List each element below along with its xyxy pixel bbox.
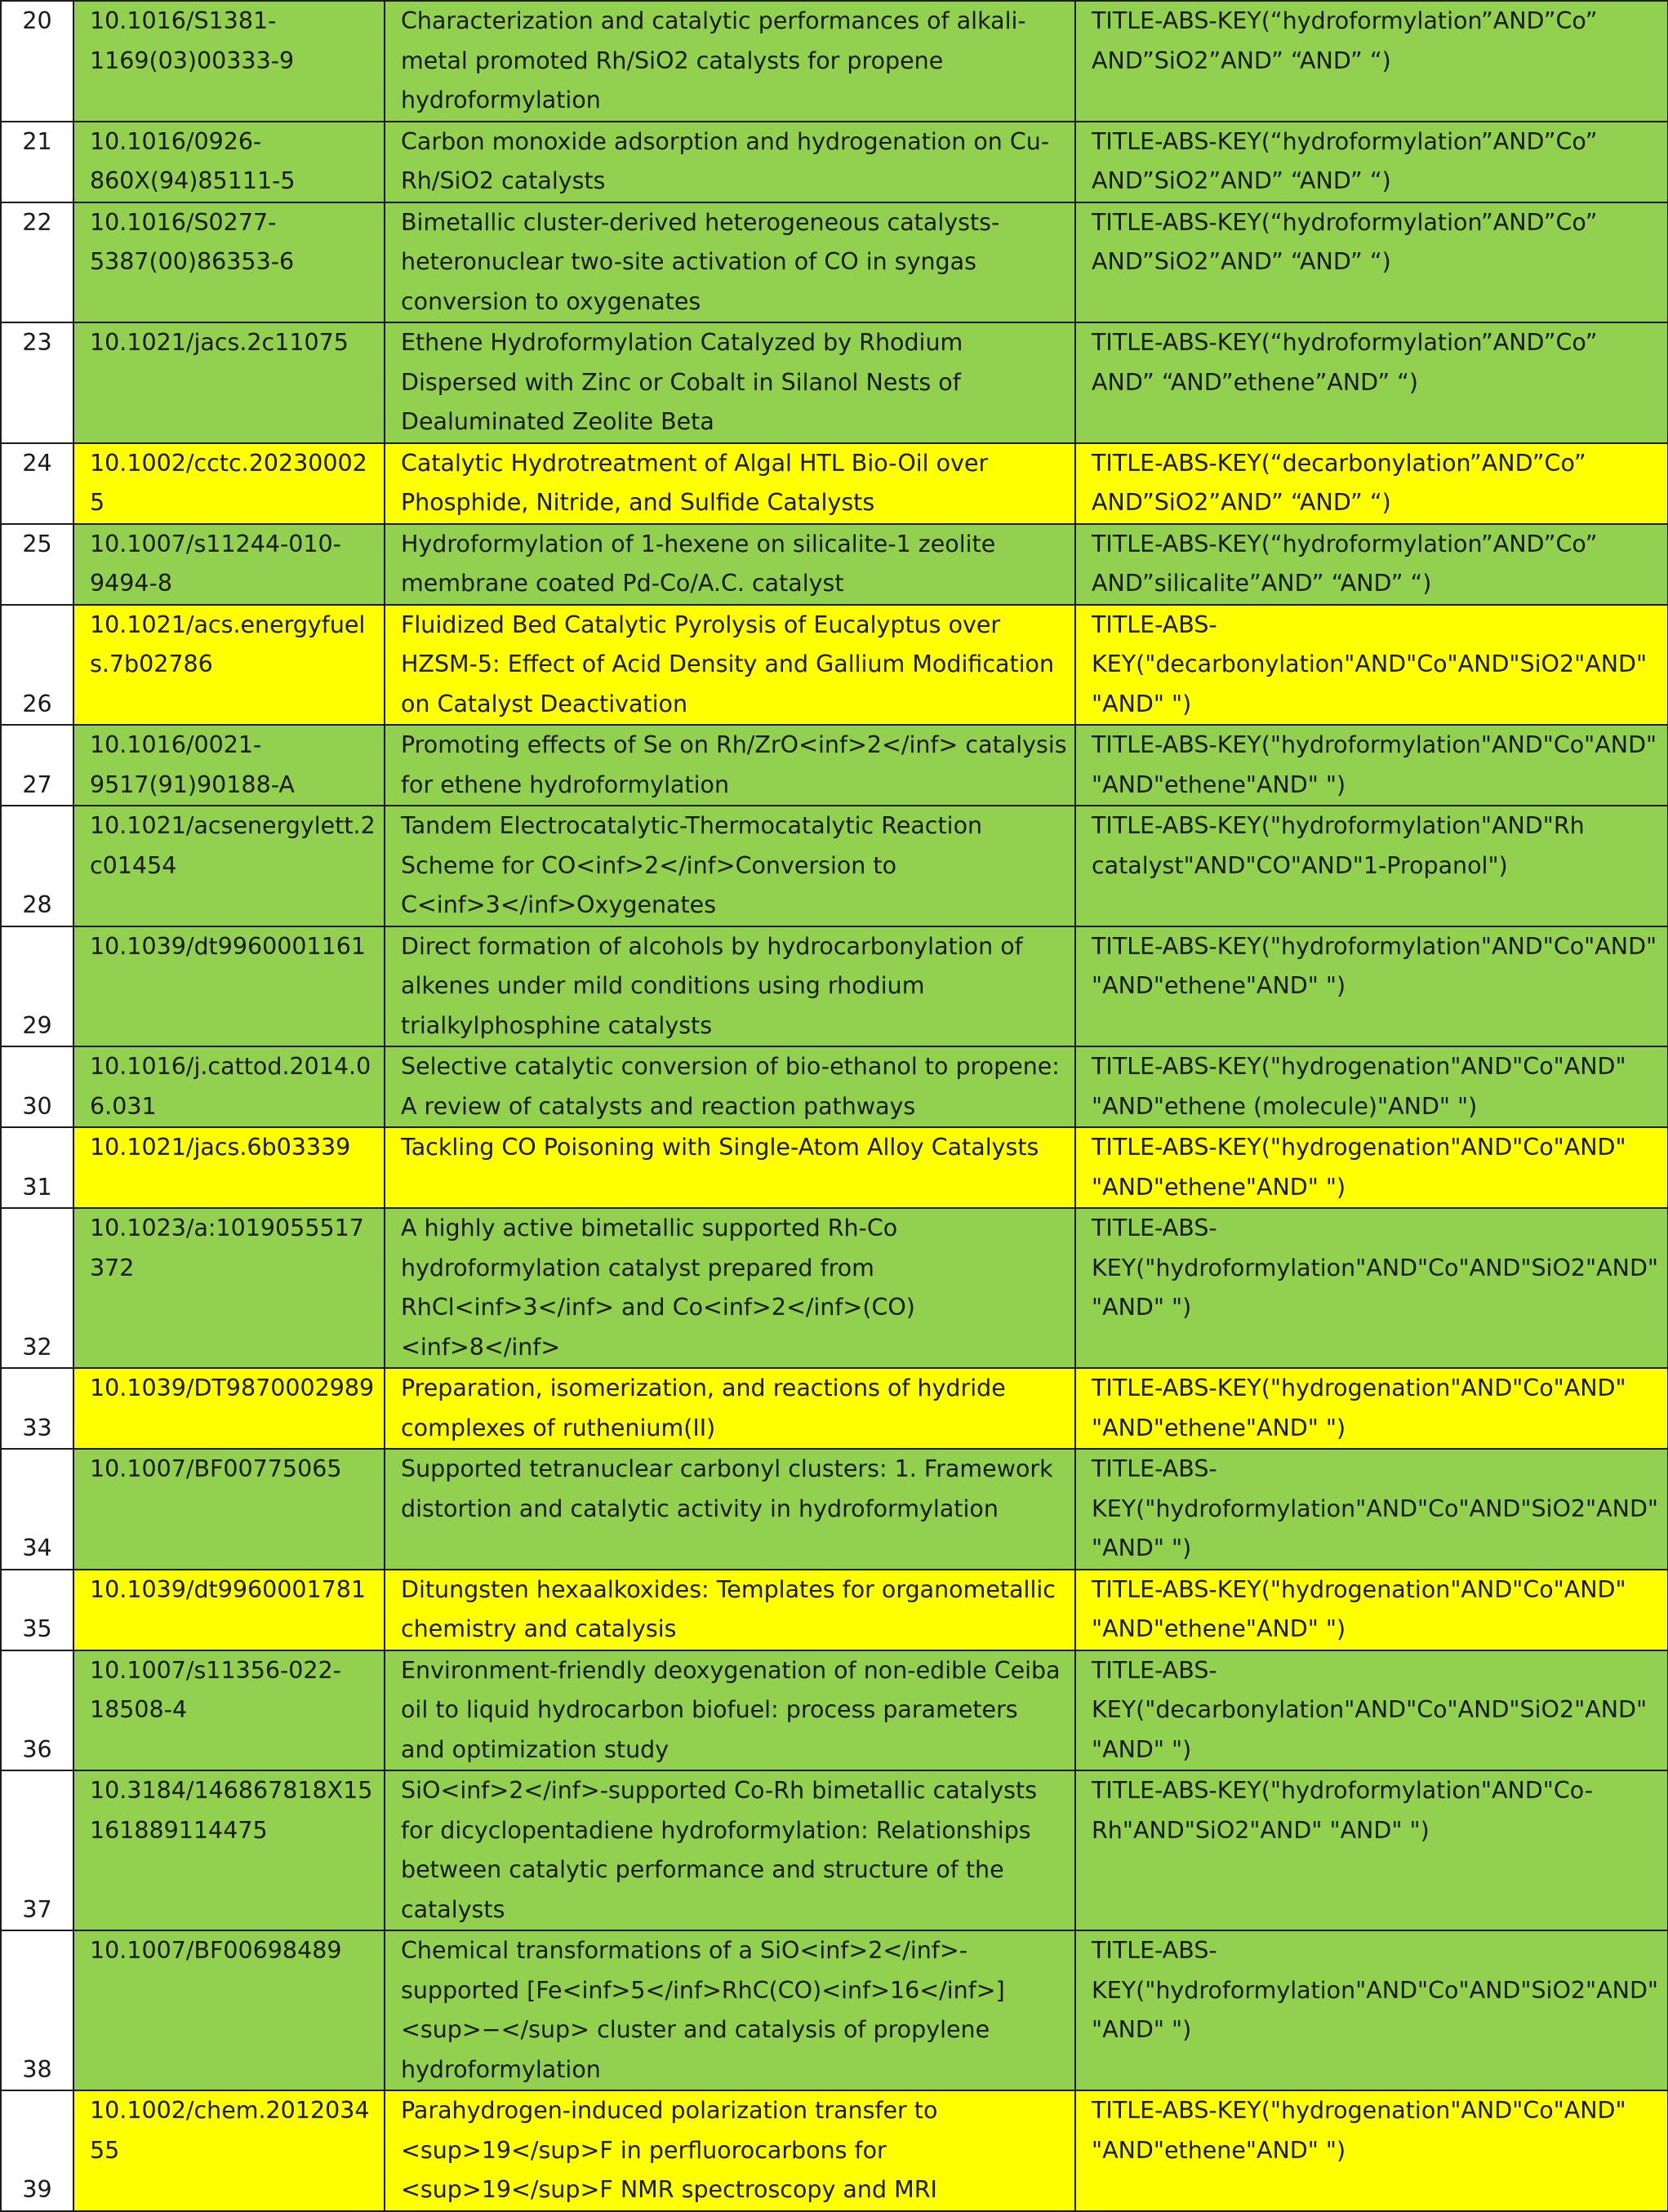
- title-cell: Preparation, isomerization, and reactions of hydride complexes of ruthenium(II): [385, 1368, 1075, 1449]
- query-cell: TITLE-ABS-KEY(“hydroformylation”AND”Co” AND”SiO2”AND” “AND” “): [1075, 1, 1668, 122]
- query-cell: TITLE-ABS-KEY(“hydroformylation”AND”Co” AND”silicalite”AND” “AND” “): [1075, 524, 1668, 605]
- row-number: 36: [1, 1650, 73, 1771]
- title-cell: Environment-friendly deoxygenation of non-edible Ceiba oil to liquid hydrocarbon biofuel: process parameters and optimization study: [385, 1650, 1075, 1771]
- title-cell: Characterization and catalytic performances of alkali-metal promoted Rh/SiO2 catalysts for propene hydroformylation: [385, 1, 1075, 122]
- title-cell: Carbon monoxide adsorption and hydrogenation on Cu-Rh/SiO2 catalysts: [385, 122, 1075, 202]
- row-number: 22: [1, 202, 73, 323]
- doi-cell: 10.1039/DT9870002989: [73, 1368, 385, 1449]
- query-cell: TITLE-ABS-KEY(“hydroformylation”AND”Co” AND” “AND”ethene”AND” “): [1075, 322, 1668, 443]
- doi-cell: 10.1016/j.cattod.2014.06.031: [73, 1046, 385, 1127]
- title-cell: Selective catalytic conversion of bio-ethanol to propene: A review of catalysts and reaction pathways: [385, 1046, 1075, 1127]
- doi-cell: 10.1002/cctc.202300025: [73, 443, 385, 524]
- table-row: [1, 122, 1668, 202]
- doi-cell: 10.1021/acsenergylett.2c01454: [73, 806, 385, 926]
- title-cell: Ethene Hydroformylation Catalyzed by Rhodium Dispersed with Zinc or Cobalt in Silanol Nests of Dealuminated Zeolite Beta: [385, 322, 1075, 443]
- title-cell: Bimetallic cluster-derived heterogeneous catalysts-heteronuclear two-site activation of CO in syngas conversion to oxygenates: [385, 202, 1075, 323]
- table-row: [1, 322, 1668, 443]
- query-cell: TITLE-ABS-KEY("hydroformylation"AND"Co"AND"SiO2"AND" "AND" "): [1075, 1449, 1668, 1570]
- query-cell: TITLE-ABS-KEY("hydroformylation"AND"Rh catalyst"AND"CO"AND"1-Propanol"): [1075, 806, 1668, 926]
- doi-cell: 10.1021/jacs.2c11075: [73, 322, 385, 443]
- doi-cell: 10.1016/0021-9517(91)90188-A: [73, 725, 385, 806]
- table-row: [1, 1770, 1668, 1930]
- title-cell: Fluidized Bed Catalytic Pyrolysis of Eucalyptus over HZSM-5: Effect of Acid Density and Gallium Modification on Catalyst Deactivation: [385, 605, 1075, 726]
- doi-cell: 10.1021/acs.energyfuels.7b02786: [73, 605, 385, 726]
- query-cell: TITLE-ABS-KEY("hydroformylation"AND"Co"AND"SiO2"AND" "AND" "): [1075, 1930, 1668, 2090]
- table-row: [1, 605, 1668, 726]
- row-number: 23: [1, 322, 73, 443]
- title-cell: Parahydrogen-induced polarization transfer to <sup>19</sup>F in perfluorocarbons for <sup>19</sup>F NMR spectroscopy and MRI: [385, 2090, 1075, 2211]
- table-row: [1, 1650, 1668, 1771]
- doi-cell: 10.1016/S0277-5387(00)86353-6: [73, 202, 385, 323]
- title-cell: Promoting effects of Se on Rh/ZrO<inf>2</inf> catalysis for ethene hydroformylation: [385, 725, 1075, 806]
- row-number: 34: [1, 1449, 73, 1570]
- query-cell: TITLE-ABS-KEY("decarbonylation"AND"Co"AND"SiO2"AND" "AND" "): [1075, 605, 1668, 726]
- title-cell: Chemical transformations of a SiO<inf>2</inf>-supported [Fe<inf>5</inf>RhC(CO)<inf>16</inf>]<sup>−</sup> cluster and catalysis of propylene hydroformylation: [385, 1930, 1075, 2090]
- row-number: 30: [1, 1046, 73, 1127]
- query-cell: TITLE-ABS-KEY(“hydroformylation”AND”Co” AND”SiO2”AND” “AND” “): [1075, 202, 1668, 323]
- table-row: [1, 1368, 1668, 1449]
- doi-cell: 10.1016/S1381-1169(03)00333-9: [73, 1, 385, 122]
- query-cell: TITLE-ABS-KEY("hydroformylation"AND"Co-Rh"AND"SiO2"AND" "AND" "): [1075, 1770, 1668, 1930]
- doi-cell: 10.1007/BF00775065: [73, 1449, 385, 1570]
- title-cell: Direct formation of alcohols by hydrocarbonylation of alkenes under mild conditions using rhodium trialkylphosphine catalysts: [385, 926, 1075, 1047]
- table-row: [1, 1208, 1668, 1368]
- table-row: [1, 1930, 1668, 2090]
- row-number: 24: [1, 443, 73, 524]
- row-number: 21: [1, 122, 73, 202]
- table-row: [1, 806, 1668, 926]
- title-cell: Tandem Electrocatalytic-Thermocatalytic Reaction Scheme for CO<inf>2</inf>Conversion to C<inf>3</inf>Oxygenates: [385, 806, 1075, 926]
- title-cell: Catalytic Hydrotreatment of Algal HTL Bio-Oil over Phosphide, Nitride, and Sulfide Catalysts: [385, 443, 1075, 524]
- doi-cell: 10.3184/146867818X15161889114475: [73, 1770, 385, 1930]
- doi-cell: 10.1039/dt9960001161: [73, 926, 385, 1047]
- row-number: 37: [1, 1770, 73, 1930]
- table-row: [1, 725, 1668, 806]
- table-row: [1, 2090, 1668, 2211]
- title-cell: Ditungsten hexaalkoxides: Templates for organometallic chemistry and catalysis: [385, 1570, 1075, 1650]
- table-row: [1, 1046, 1668, 1127]
- title-cell: A highly active bimetallic supported Rh-Co hydroformylation catalyst prepared from RhCl<inf>3</inf> and Co<inf>2</inf>(CO)<inf>8</inf>: [385, 1208, 1075, 1368]
- doi-cell: 10.1007/s11356-022-18508-4: [73, 1650, 385, 1771]
- query-cell: TITLE-ABS-KEY("hydrogenation"AND"Co"AND" "AND"ethene"AND" "): [1075, 1368, 1668, 1449]
- title-cell: Supported tetranuclear carbonyl clusters: 1. Framework distortion and catalytic activity in hydroformylation: [385, 1449, 1075, 1570]
- table-row: [1, 1449, 1668, 1570]
- query-cell: TITLE-ABS-KEY("hydroformylation"AND"Co"AND"SiO2"AND" "AND" "): [1075, 1208, 1668, 1368]
- table-row: [1, 524, 1668, 605]
- table-row: [1, 202, 1668, 323]
- row-number: 28: [1, 806, 73, 926]
- query-cell: TITLE-ABS-KEY(“hydroformylation”AND”Co” AND”SiO2”AND” “AND” “): [1075, 122, 1668, 202]
- query-cell: TITLE-ABS-KEY("hydroformylation"AND"Co"AND" "AND"ethene"AND" "): [1075, 725, 1668, 806]
- row-number: 33: [1, 1368, 73, 1449]
- title-cell: Tackling CO Poisoning with Single-Atom Alloy Catalysts: [385, 1127, 1075, 1208]
- row-number: 31: [1, 1127, 73, 1208]
- title-cell: Hydroformylation of 1-hexene on silicalite-1 zeolite membrane coated Pd-Co/A.C. catalyst: [385, 524, 1075, 605]
- query-cell: TITLE-ABS-KEY("decarbonylation"AND"Co"AND"SiO2"AND" "AND" "): [1075, 1650, 1668, 1771]
- row-number: 29: [1, 926, 73, 1047]
- doi-cell: 10.1039/dt9960001781: [73, 1570, 385, 1650]
- query-cell: TITLE-ABS-KEY("hydrogenation"AND"Co"AND" "AND"ethene (molecule)"AND" "): [1075, 1046, 1668, 1127]
- table-row: [1, 1127, 1668, 1208]
- doi-cell: 10.1007/BF00698489: [73, 1930, 385, 2090]
- table-row: [1, 1, 1668, 122]
- row-number: 39: [1, 2090, 73, 2211]
- row-number: 25: [1, 524, 73, 605]
- doi-cell: 10.1023/a:1019055517372: [73, 1208, 385, 1368]
- doi-cell: 10.1002/chem.201203455: [73, 2090, 385, 2211]
- row-number: 27: [1, 725, 73, 806]
- row-number: 35: [1, 1570, 73, 1650]
- table-row: [1, 1570, 1668, 1650]
- row-number: 26: [1, 605, 73, 726]
- query-cell: TITLE-ABS-KEY("hydrogenation"AND"Co"AND" "AND"ethene"AND" "): [1075, 2090, 1668, 2211]
- table-body: [1, 1, 1668, 2211]
- row-number: 32: [1, 1208, 73, 1368]
- doi-cell: 10.1007/s11244-010-9494-8: [73, 524, 385, 605]
- doi-cell: 10.1021/jacs.6b03339: [73, 1127, 385, 1208]
- query-cell: TITLE-ABS-KEY(“decarbonylation”AND”Co” AND”SiO2”AND” “AND” “): [1075, 443, 1668, 524]
- query-cell: TITLE-ABS-KEY("hydrogenation"AND"Co"AND" "AND"ethene"AND" "): [1075, 1570, 1668, 1650]
- table-row: [1, 926, 1668, 1047]
- table-row: [1, 443, 1668, 524]
- row-number: 38: [1, 1930, 73, 2090]
- query-cell: TITLE-ABS-KEY("hydrogenation"AND"Co"AND" "AND"ethene"AND" "): [1075, 1127, 1668, 1208]
- query-cell: TITLE-ABS-KEY("hydroformylation"AND"Co"AND" "AND"ethene"AND" "): [1075, 926, 1668, 1047]
- title-cell: SiO<inf>2</inf>-supported Co-Rh bimetallic catalysts for dicyclopentadiene hydroformylation: Relationships between catalytic performance and structure of the catalysts: [385, 1770, 1075, 1930]
- row-number: 20: [1, 1, 73, 122]
- doi-cell: 10.1016/0926-860X(94)85111-5: [73, 122, 385, 202]
